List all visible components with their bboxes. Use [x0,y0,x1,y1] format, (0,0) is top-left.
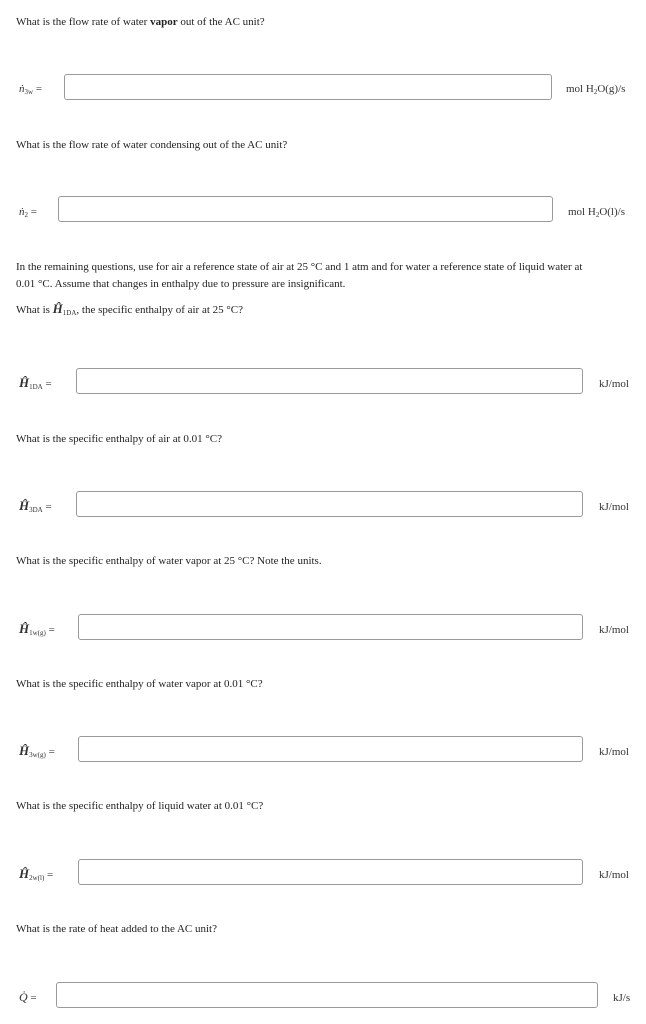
equals-sign: = [48,624,55,636]
label-h2wl [19,866,53,882]
subscript: 3w(g) [29,751,46,759]
label-h1wg [19,621,55,637]
label-n3w [19,83,42,96]
q1-text-bold: vapor [150,16,178,28]
unit-h3wg: kJ/mol [599,746,629,758]
unit-part: mol H [568,206,596,218]
question-enthalpy-vapor-001: What is the specific enthalpy of water vapor at 0.01 °C? [16,678,263,690]
unit-q: kJ/s [613,992,631,1004]
label-h3wg [19,743,55,759]
question-enthalpy-air-25 [16,300,243,322]
q1-text-post: out of the AC unit? [177,16,265,28]
h1wg-input[interactable] [78,614,583,640]
unit-h2wl: kJ/mol [599,869,629,881]
unit-subscript: 2 [595,211,600,219]
symbol: Ĥ [19,621,30,636]
unit-h1da: kJ/mol [599,378,629,390]
equals-sign: = [30,992,37,1004]
label-h1da [19,375,52,391]
question-water-vapor-flow [16,14,265,31]
unit-part: mol H [566,83,594,95]
equals-sign: = [45,501,52,513]
symbol: Ĥ [19,498,30,513]
q3-text-post: , the specific enthalpy of air at 25 °C? [76,304,244,316]
question-enthalpy-air-001: What is the specific enthalpy of air at 0.01 °C? [16,433,222,445]
unit-n2 [568,206,625,219]
inline-symbol-h1da [52,301,77,317]
question-enthalpy-vapor-25: What is the specific enthalpy of water vapor at 25 °C? Note the units. [16,555,322,567]
equals-sign: = [45,378,52,390]
unit-part: O(g)/s [597,83,626,95]
symbol: ṅ [19,206,25,218]
subscript: 3DA [29,506,43,514]
unit-subscript: 2 [593,88,598,96]
symbol: Q̇ [19,990,28,1004]
symbol: Ĥ [19,866,30,881]
unit-n3w [566,83,625,96]
symbol: Ĥ [19,375,30,390]
subscript: 2 [24,211,28,219]
subscript: 1DA [29,383,43,391]
unit-h3da: kJ/mol [599,501,629,513]
h3wg-input[interactable] [78,736,583,762]
subscript: 1w(g) [29,629,46,637]
subscript: 3w [24,88,34,96]
equals-sign: = [47,869,54,881]
equals-sign: = [30,206,37,218]
h3da-input[interactable] [76,491,583,517]
equals-sign: = [35,83,43,95]
subscript: 1DA [62,309,77,317]
q-input[interactable] [56,982,598,1008]
label-n2 [19,206,37,219]
question-enthalpy-liquid-001: What is the specific enthalpy of liquid water at 0.01 °C? [16,800,264,812]
label-q [19,990,37,1005]
n2-input[interactable] [58,196,553,222]
unit-part: O(l)/s [599,206,625,218]
symbol: Ĥ [52,301,63,316]
question-heat-rate: What is the rate of heat added to the AC unit? [16,923,217,935]
symbol: Ĥ [19,743,30,758]
intro-line-2: 0.01 °C. Assume that changes in enthalpy due to pressure are insignificant. [16,278,346,290]
q3-text-pre: What is [16,304,53,316]
subscript: 2w(l) [29,874,45,882]
question-water-condensing: What is the flow rate of water condensing out of the AC unit? [16,139,288,151]
n3w-input[interactable] [64,74,552,100]
unit-h1wg: kJ/mol [599,624,629,636]
q1-text-pre: What is the flow rate of water [16,16,151,28]
h2wl-input[interactable] [78,859,583,885]
reference-state-instructions [16,259,636,293]
label-h3da [19,498,52,514]
equals-sign: = [48,746,55,758]
intro-line-1: In the remaining questions, use for air a reference state of air at 25 °C and 1 atm and for water a reference state of liquid water at [16,261,583,273]
h1da-input[interactable] [76,368,583,394]
symbol: ṅ [19,83,25,95]
